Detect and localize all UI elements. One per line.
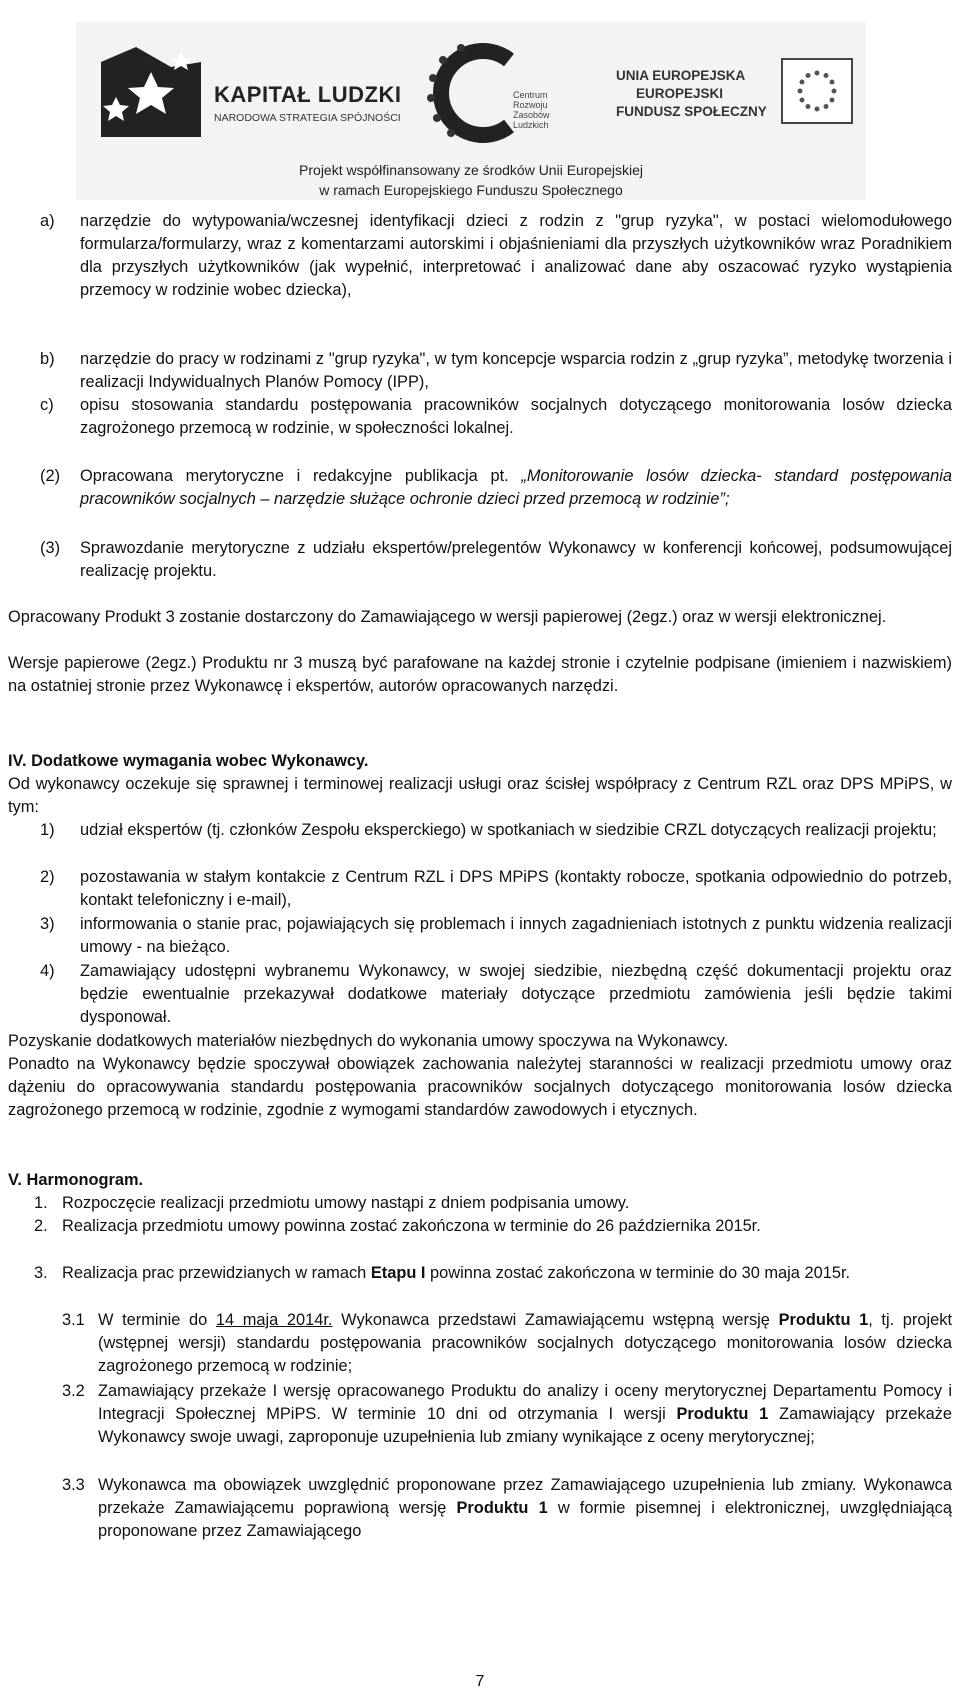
ue-line-1: UNIA EUROPEJSKA	[616, 68, 746, 83]
list-label: a)	[40, 212, 55, 230]
list-label: 3.3	[62, 1476, 85, 1494]
s31-b: Wykonawca przedstawi Zamawiającemu wstępną wersję	[332, 1311, 779, 1329]
list-label: 3.1	[62, 1311, 85, 1329]
list-label: 1)	[40, 821, 55, 839]
stage-one-label: Etapu I	[370, 1264, 426, 1282]
product-1-label: Produktu 1	[778, 1311, 869, 1329]
list-label: 3)	[40, 915, 55, 933]
section-iv-item-3	[40, 913, 952, 959]
list-item-c	[40, 394, 952, 440]
kapital-ludzki-emblem-icon	[96, 42, 206, 142]
list-label: 2)	[40, 868, 55, 886]
list-label: 3.2	[62, 1382, 85, 1400]
section-iv-intro: Od wykonawcy oczekuje się sprawnej i terminowej realizacji usługi oraz ścisłej współpracy z Centrum RZL oraz DPS MPiPS, w tym:	[8, 775, 952, 816]
eu-flag-icon	[781, 58, 853, 124]
ue-line-3: FUNDUSZ SPOŁECZNY	[616, 104, 767, 119]
paragraph-materials: Pozyskanie dodatkowych materiałów niezbędnych do wykonania umowy spoczywa na Wykonawcy.	[8, 1032, 729, 1050]
list-text: narzędzie do wytypowania/wczesnej identyfikacji dzieci z rodzin z "grup ryzyka", w postaci wielomodułowego formularza/formularzy, wraz z komentarzami autorskimi i objaśnieniami dla przyszłych użytkowników wraz Poradnikiem dla przyszłych użytkowników (jak wypełnić, interpretować i analizować dane aby oszacować ryzyko wystąpienia przemocy w rodzinie wobec dziecka),	[80, 212, 952, 299]
list-text: pozostawania w stałym kontakcie z Centrum RZL i DPS MPiPS (kontakty robocze, spotkania odpowiednio do potrzeb, kontakt telefoniczny i e-mail),	[80, 868, 952, 909]
list-text: Realizacja przedmiotu umowy powinna zostać zakończona w terminie do 26 października 2015r.	[62, 1217, 761, 1235]
schedule-item-3	[34, 1262, 952, 1285]
schedule-item-3-a: Realizacja prac przewidzianych w ramach	[62, 1264, 371, 1282]
paragraph-paper-versions: Wersje papierowe (2egz.) Produktu nr 3 muszą być parafowane na każdej stronie i czytelnie podpisane (imieniem i nazwiskiem) na ostatniej stronie przez Wykonawcę i ekspertów, autorów opracowanych narzędzi.	[8, 654, 952, 695]
crzl-line: Centrum	[513, 90, 548, 100]
schedule-subitem-3-1	[62, 1309, 952, 1378]
item2-lead: Opracowana merytoryczne i redakcyjne publikacja pt.	[80, 467, 522, 485]
list-item-a	[40, 210, 952, 302]
list-label: 1.	[34, 1194, 48, 1212]
s32-a: Zamawiający przekaże I wersję opracowanego Produktu do analizy i oceny merytorycznej Departamentu Pomocy i Integracji Społecznej MPiPS. W terminie 10 dni od otrzymania I wersji	[98, 1382, 952, 1423]
list-text: Zamawiający udostępni wybranemu Wykonawcy, w swojej siedzibie, niezbędną część dokumentacji projektu oraz będzie ewentualnie przekazywał dodatkowe materiały dotyczące przedmiotu zamówienia jeśli będzie takimi dysponował.	[80, 962, 952, 1026]
crzl-line: Zasobów	[513, 110, 550, 120]
section-iv-item-2	[40, 866, 952, 912]
list-item-2	[40, 465, 952, 511]
crzl-line: Ludzkich	[513, 120, 549, 130]
list-label: 2.	[34, 1217, 48, 1235]
page-header	[76, 22, 866, 200]
list-text: narzędzie do pracy w rodzinami z "grup ryzyka", w tym koncepcje wsparcia rodzin z „grup ryzyka”, metodykę tworzenia i realizacji Indywidualnych Planów Pomocy (IPP),	[80, 350, 952, 391]
list-item-3	[40, 537, 952, 583]
paragraph-diligence: Ponadto na Wykonawcy będzie spoczywał obowiązek zachowania należytej staranności w realizacji przedmiotu umowy oraz dążeniu do opracowywania standardu postępowania pracowników socjalnych dotyczącego monitorowania losów dziecka zagrożonego przemocą w rodzinie, zgodnie z wymogami standardów zawodowych i etycznych.	[8, 1055, 952, 1119]
schedule-item-1	[34, 1192, 952, 1215]
kapital-ludzki-subtitle: NARODOWA STRATEGIA SPÓJNOŚCI	[214, 112, 401, 124]
s31-a: W terminie do	[98, 1311, 216, 1329]
paragraph-product-delivery: Opracowany Produkt 3 zostanie dostarczony do Zamawiającego w wersji papierowej (2egz.) oraz w wersji elektronicznej.	[8, 608, 887, 626]
ue-line-2: EUROPEJSKI	[636, 86, 724, 101]
list-label: 3.	[34, 1264, 48, 1282]
deadline-date: 14 maja 2014r.	[215, 1311, 333, 1329]
list-label: c)	[40, 396, 54, 414]
section-iv-item-4	[40, 960, 952, 1029]
kapital-ludzki-logo	[96, 42, 402, 142]
crzl-logo	[421, 38, 591, 148]
schedule-subitem-3-2	[62, 1380, 952, 1449]
s33-b: w formie pisemnej i elektronicznej, uwzględniającą proponowane przez Zamawiającego	[98, 1499, 952, 1540]
product-1-label: Produktu 1	[456, 1499, 548, 1517]
list-label: (3)	[40, 539, 61, 557]
list-item-b	[40, 348, 952, 394]
schedule-item-3-c: powinna zostać zakończona w terminie do 30 maja 2015r.	[425, 1264, 851, 1282]
list-text: opisu stosowania standardu postępowania pracowników socjalnych dotyczącego monitorowania losów dziecka zagrożonego przemocą w rodzinie, w społeczności lokalnej.	[80, 396, 952, 437]
list-text: informowania o stanie prac, pojawiających się problemach i innych zagadnieniach istotnych z punktu widzenia realizacji umowy - na bieżąco.	[80, 915, 952, 956]
section-v-heading: V. Harmonogram.	[8, 1171, 144, 1189]
project-fund-line: w ramach Europejskiego Funduszu Społecznego	[319, 182, 623, 198]
list-label: 4)	[40, 962, 55, 980]
section-iv-heading: IV. Dodatkowe wymagania wobec Wykonawcy.	[8, 752, 369, 770]
schedule-item-2	[34, 1215, 952, 1238]
list-text: Rozpoczęcie realizacji przedmiotu umowy nastąpi z dniem podpisania umowy.	[62, 1194, 630, 1212]
project-cofinanced-line: Projekt współfinansowany ze środków Unii Europejskiej	[299, 162, 643, 178]
list-text: udział ekspertów (tj. członków Zespołu eksperckiego) w spotkaniach w siedzibie CRZL dotyczących realizacji projektu;	[80, 821, 937, 839]
s31-c: , tj. projekt (wstępnej wersji) standardu postępowania pracowników socjalnych dotyczącego monitorowania losów dziecka zagrożonego przemocą w rodzinie;	[98, 1311, 953, 1375]
publication-title: „Monitorowanie losów dziecka- standard postępowania pracowników socjalnych – narzędzie służące ochronie dzieci przed przemocą w rodzinie”;	[80, 467, 952, 508]
product-1-label: Produktu 1	[676, 1405, 769, 1423]
section-iv-item-1	[40, 819, 952, 842]
s33-a: Wykonawca ma obowiązek uwzględnić proponowane przez Zamawiającego uzupełnienia lub zmiany. Wykonawca przekaże Zamawiającemu poprawioną wersję	[98, 1476, 952, 1517]
s32-b: Zamawiający przekaże Wykonawcy swoje uwagi, zaproponuje uzupełnienia lub zmiany wynikające z oceny merytorycznej;	[98, 1405, 952, 1446]
page-number: 7	[475, 1673, 485, 1690]
list-label: b)	[40, 350, 55, 368]
ue-logo	[616, 58, 856, 138]
kapital-ludzki-title: KAPITAŁ LUDZKI	[214, 82, 402, 107]
crzl-wordmark	[513, 90, 550, 130]
list-label: (2)	[40, 467, 61, 485]
schedule-subitem-3-3	[62, 1474, 952, 1543]
list-text: Sprawozdanie merytoryczne z udziału ekspertów/prelegentów Wykonawcy w konferencji końcowej, podsumowującej realizację projektu.	[80, 539, 952, 580]
crzl-line: Rozwoju	[513, 100, 548, 110]
